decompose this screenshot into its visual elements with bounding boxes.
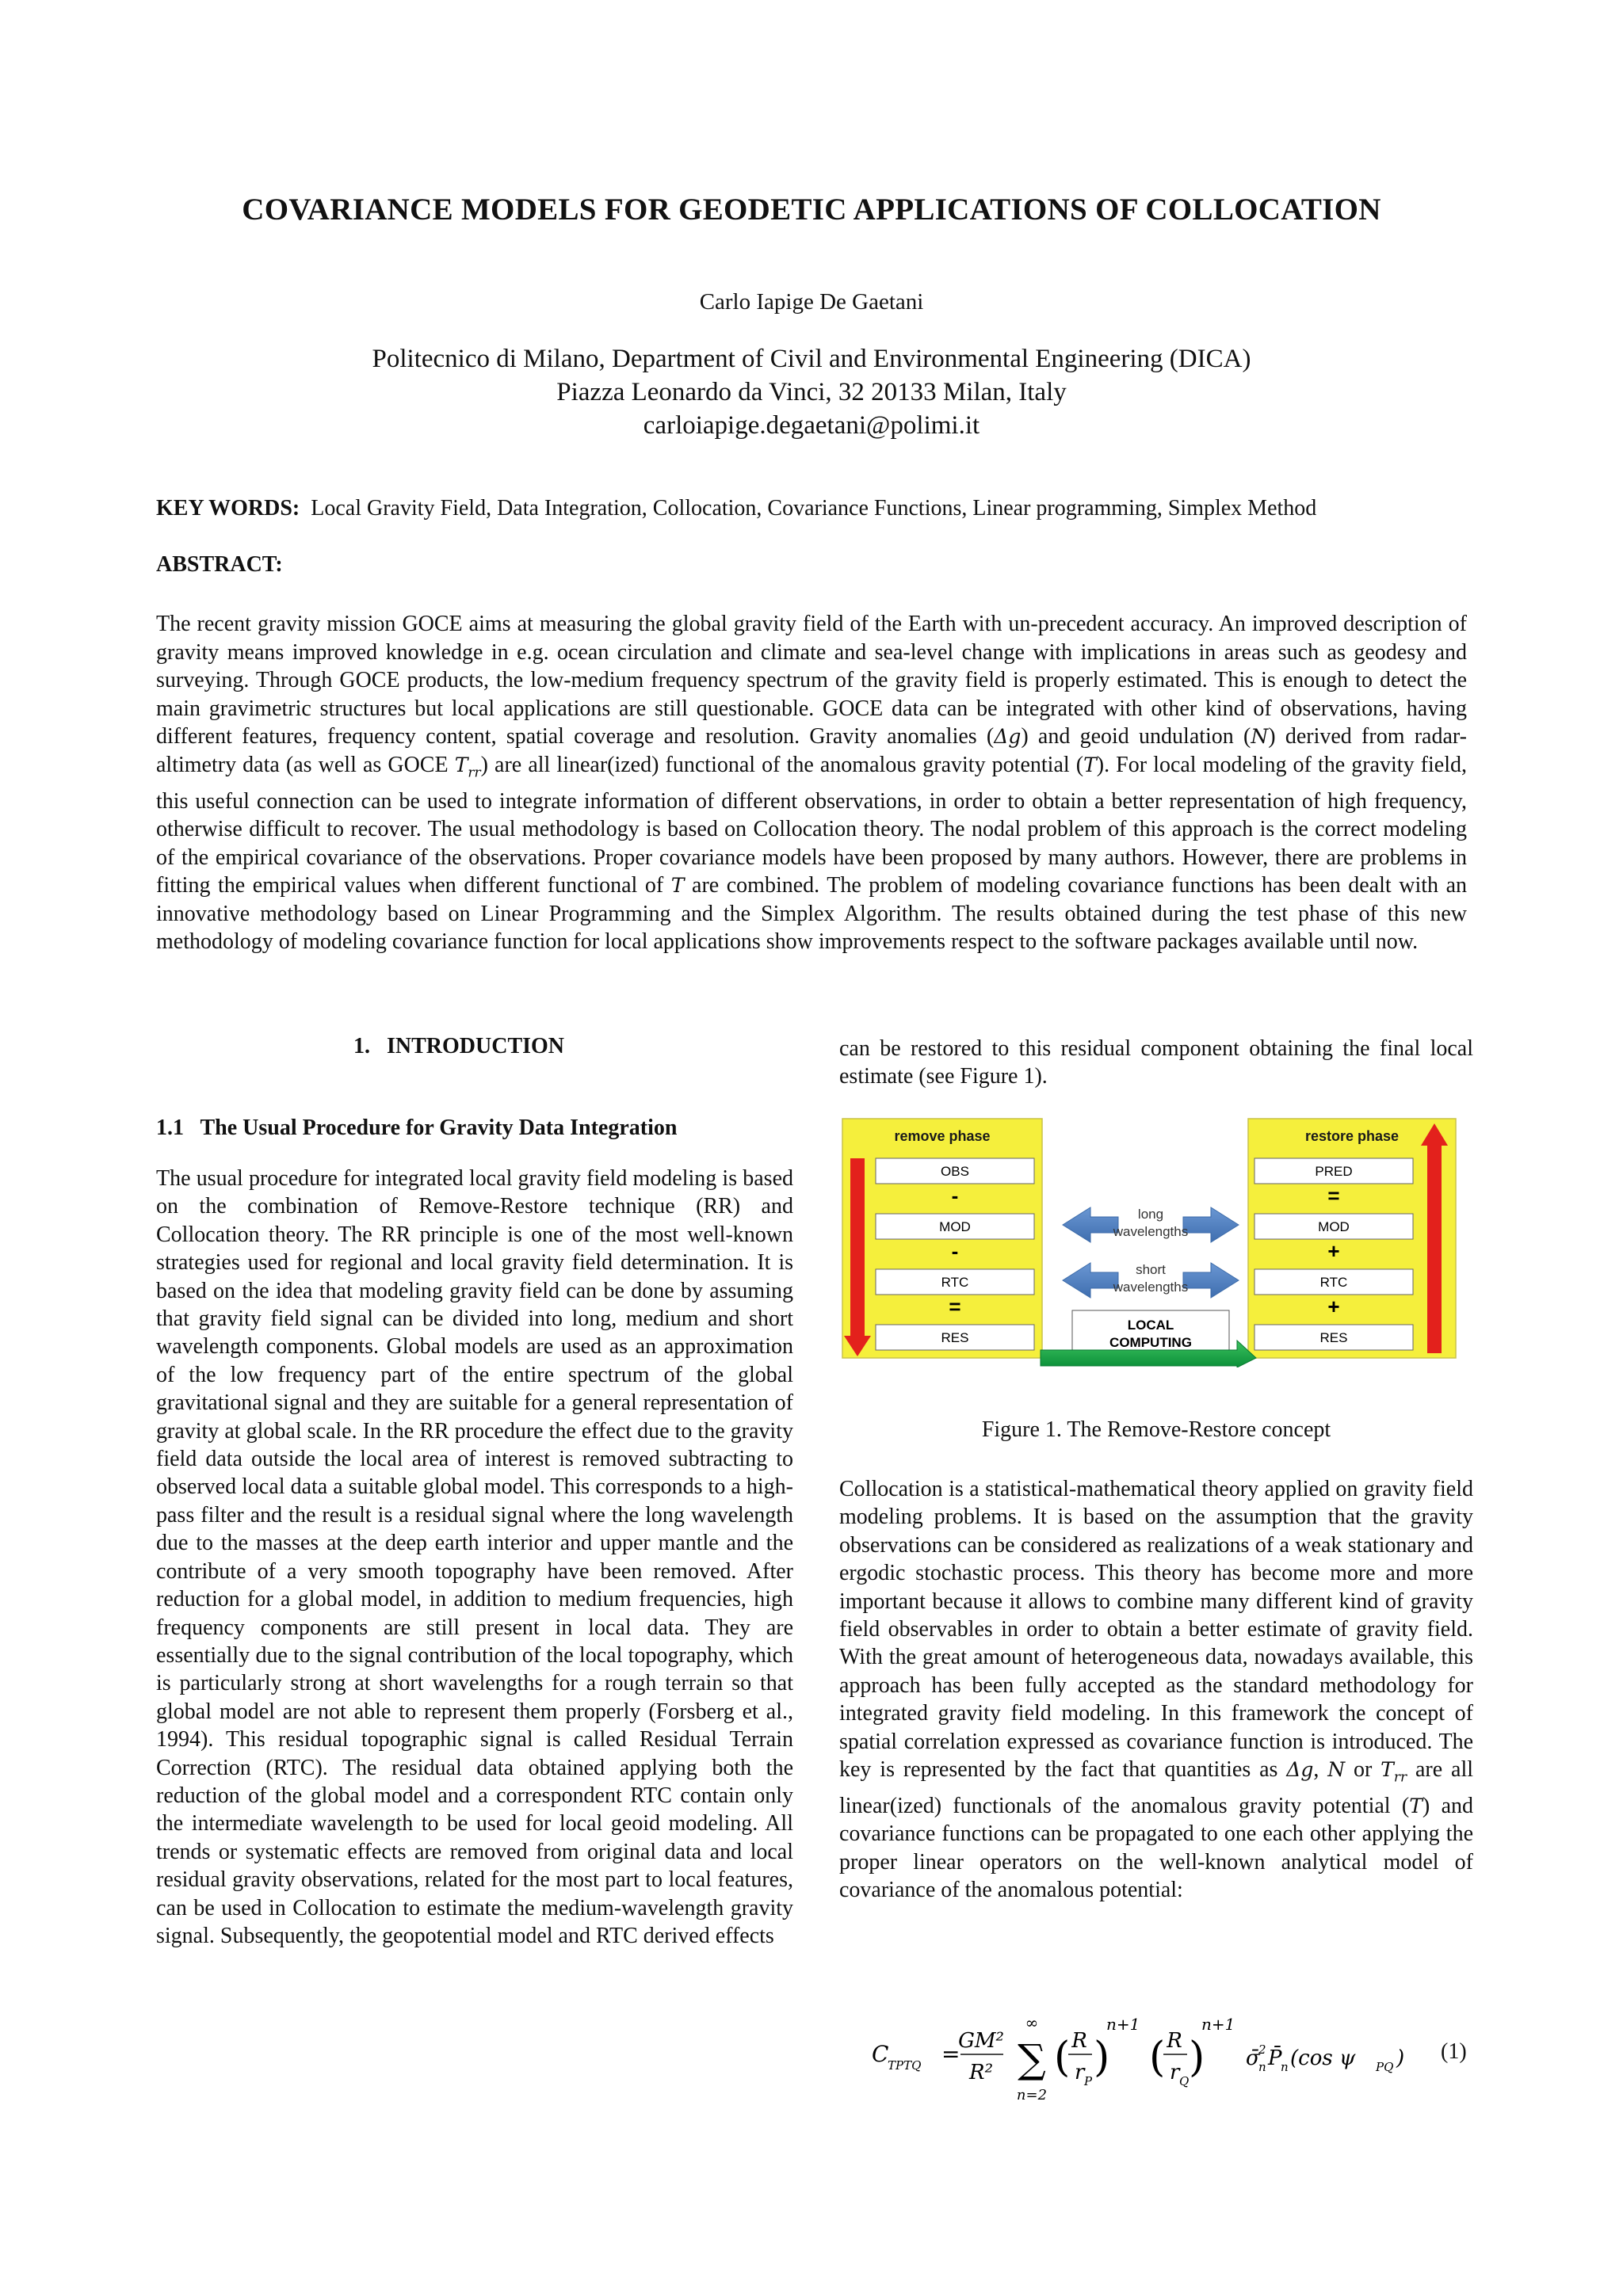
keywords-label: KEY WORDS: [156,496,300,521]
math-t: T [1409,1794,1423,1818]
eq-equals: = [941,2041,960,2067]
remove-phase-title: remove phase [894,1128,991,1144]
eq-p-sub: n [1281,2060,1289,2074]
short-wavelength-label-2: wavelengths [1113,1280,1189,1295]
figure-caption: Figure 1. The Remove-Restore concept [981,1417,1331,1442]
eq-rp: r [1075,2061,1085,2084]
math-n: N [1327,1758,1346,1782]
eq-denominator: R² [969,2061,993,2084]
left-column-text: The usual procedure for integrated local gravity field modeling is based on the combination of Remove-Restore technique (RR) and Collocation theory. The RR principle is one of the most well-known strategies used for regional and local gravity field determination. It is based on the idea that modeling gravity field can be done by assuming that gravity field signal can be divided into long, medium and short wavelength components. Global models are used as an approximation of the low frequency part of the entire spectrum of the global gravitational signal and they are suitable for a general representation of gravity at global scale. In the RR procedure the effect due to the gravity field data outside the local area of interest is removed subtracting to observed local data a suitable global model. This corresponds to a high-pass filter and the result is a residual signal where the long wavelength due to the masses at the deep earth interior and upper mantle and the contribute of a very smooth topography have been removed. After reduction for a global model, in addition to medium frequencies, high frequency components are still present in local data. They are essentially due to the signal contribution of the local topography, which is particularly strong at short wavelengths for a rough terrain so that global model are not able to represent them properly (Forsberg et al., 1994). This residual topographic signal is called Residual Terrain Correction (RTC). The residual data obtained applying both the reduction of the global model and a correspondent RTC contain only the intermediate wavelength to be used for local geoid modeling. All trends or systematic effects are removed from original data and local residual gravity observations, related for the most part to local features, can be used in Collocation to estimate the medium-wavelength gravity signal. Subsequently, the geopotential model and RTC derived effects [156,1166,793,1948]
restore-box-res-label: RES [1319,1330,1348,1345]
local-computing-label-2: COMPUTING [1109,1335,1192,1350]
restore-box-mod-label: MOD [1318,1219,1350,1234]
eq-paren-2-open: ( [1149,2034,1166,2081]
right-column-intro-text: can be restored to this residual component obtaining the final local estimate (see Figure 1). [839,1036,1473,1089]
eq-paren-2-close: ) [1189,2034,1205,2081]
long-wavelength-right-arrow [1183,1207,1239,1242]
collocation-part: are all linear(ized) functionals of the anomalous gravity potential ( [839,1757,1474,1819]
right-column-collocation-text [839,1475,1473,1905]
eq-lhs: C [872,2041,889,2067]
math-trr-subscript: rr [1393,1769,1407,1786]
restore-phase-title: restore phase [1304,1128,1400,1144]
eq-cos-sub: PQ [1376,2060,1394,2074]
abstract-body [156,610,1467,956]
eq-rq-sub: Q [1179,2074,1190,2088]
restore-box-pred-label: PRED [1315,1164,1353,1179]
short-wavelength-label-1: short [1136,1262,1166,1277]
math-delta-g: Δg [1286,1758,1314,1782]
eq-sigma: σ̄ [1246,2046,1260,2070]
keywords-text: Local Gravity Field, Data Integration, Collocation, Covariance Functions, Linear programming, Simplex Method [311,496,1317,521]
eq-r2: R [1167,2029,1182,2053]
collocation-or: or [1345,1757,1381,1783]
math-trr-subscript: rr [468,765,481,781]
eq-cos: (cos ψ [1290,2046,1356,2070]
restore-op-2: + [1327,1239,1340,1263]
short-wavelength-left-arrow [1063,1263,1118,1298]
abstract-heading: ABSTRACT: [156,552,283,577]
math-n: N [1251,725,1269,748]
restore-op-1: = [1327,1184,1340,1207]
remove-restore-figure [841,1117,1459,1367]
local-computing-label-1: LOCAL [1127,1318,1174,1333]
eq-sigma-sup: 2 [1258,2042,1266,2057]
math-t: T [670,874,685,898]
abstract-part: The recent gravity mission GOCE aims at measuring the global gravity field of the Earth with un-precedent accuracy. An improved description of gravity means improved knowledge in e.g. ocean circulation and climate and sea-level change with implications in areas such as geodesy and surveying. Through GOCE products, the low-medium frequency spectrum of the gravity field is properly estimated. This is enough to detect the main gravimetric structures but local applications are still questionable. GOCE data can be integrated with other kind of observations, having different features, frequency content, spatial coverage and resolution. Gravity anomalies ( [156,612,1467,749]
eq-sum-symbol: ∑ [1018,2036,1046,2082]
remove-box-res-label: RES [941,1330,969,1345]
math-trr: T [1381,1758,1394,1782]
remove-box-mod-label: MOD [939,1219,971,1234]
eq-exp-2: n+1 [1201,2015,1235,2034]
affiliation-line-2: Piazza Leonardo da Vinci, 32 20133 Milan, Italy [556,378,1067,406]
eq-exp-1: n+1 [1106,2015,1140,2034]
eq-r1: R [1071,2029,1087,2053]
abstract-part: ) are all linear(ized) functional of the anomalous gravity potential ( [480,752,1084,777]
affiliation [0,342,1623,442]
long-wavelength-label-2: wavelengths [1113,1224,1189,1239]
restore-op-3: + [1327,1295,1340,1318]
affiliation-line-1: Politecnico di Milano, Department of Civil and Environmental Engineering (DICA) [372,345,1251,373]
equation-1 [872,2012,1474,2107]
eq-paren-1-close: ) [1094,2034,1110,2081]
remove-box-obs-label: OBS [941,1164,969,1179]
abstract-part: ). For local modeling of the gravity field, this useful connection can be used to integrate information of different observations, in order to obtain a better representation of high frequency, otherwise difficult to recover. The usual methodology is based on Collocation theory. The nodal problem of this approach is the correct modeling of the empirical covariance of the observations. Proper covariance models have been proposed by many authors. However, there are problems in fitting the empirical values when different functional of [156,752,1467,898]
eq-sigma-sub: n [1258,2060,1266,2074]
collocation-comma: , [1313,1757,1328,1783]
abstract-part: are combined. The problem of modeling covariance functions has been dealt with an innovative methodology based on Linear Programming and the Simplex Algorithm. The results obtained during the test phase of this new methodology of modeling covariance function for local applications show improvements respect to the software packages available until now. [156,873,1467,955]
remove-box-rtc-label: RTC [941,1275,969,1290]
long-wavelength-label-1: long [1137,1207,1164,1222]
collocation-part: ) and covariance functions can be propagated to one each other applying the proper linear operators on the well-known analytical model of covariance of the anomalous potential: [839,1794,1473,1903]
math-delta-g: Δg [994,725,1022,748]
eq-rq: r [1170,2061,1180,2084]
subsection-heading: 1.1 The Usual Procedure for Gravity Data Integration [156,1116,678,1140]
eq-sum-bottom: n=2 [1016,2087,1048,2103]
abstract-part: ) and geoid undulation ( [1021,724,1251,749]
remove-op-1: - [951,1184,959,1207]
eq-sum-top: ∞ [1025,2013,1039,2032]
math-trr: T [454,753,468,776]
math-t: T [1083,753,1097,776]
keywords [156,496,1316,521]
eq-close: ) [1396,2046,1405,2070]
remove-op-3: = [949,1295,961,1318]
author-name: Carlo Iapige De Gaetani [699,289,924,315]
remove-op-2: - [951,1239,959,1263]
long-wavelength-left-arrow [1063,1207,1118,1242]
abstract-part: ) derived from radar-altimetry data (as well as GOCE [156,724,1467,777]
eq-p: P̄ [1268,2046,1282,2070]
short-wavelength-right-arrow [1183,1263,1239,1298]
paper-title: COVARIANCE MODELS FOR GEODETIC APPLICATIONS OF COLLOCATION [242,193,1381,227]
author-email: carloiapige.degaetani@polimi.it [643,411,980,440]
eq-rp-sub: P [1084,2074,1093,2088]
eq-paren-1-open: ( [1054,2034,1071,2081]
restore-box-rtc-label: RTC [1319,1275,1348,1290]
section-heading-introduction: 1. INTRODUCTION [353,1034,565,1058]
equation-number: (1) [1441,2039,1467,2064]
eq-numerator: GM² [958,2029,1004,2053]
eq-lhs-sub: TPTQ [888,2058,922,2073]
collocation-part: Collocation is a statistical-mathematical theory applied on gravity field modeling problems. It is based on the assumption that the gravity observations can be considered as realizations of a weak stationary and ergodic stochastic process. This theory has become more and more important because it allows to combine many different kind of gravity field observables in order to obtain a better estimate of gravity field. With the great amount of heterogeneous data, nowadays available, this approach has been fully accepted as the standard methodology for integrated gravity field modeling. In this framework the concept of spatial correlation expressed as covariance function is introduced. The key is represented by the fact that quantities as [839,1477,1473,1783]
